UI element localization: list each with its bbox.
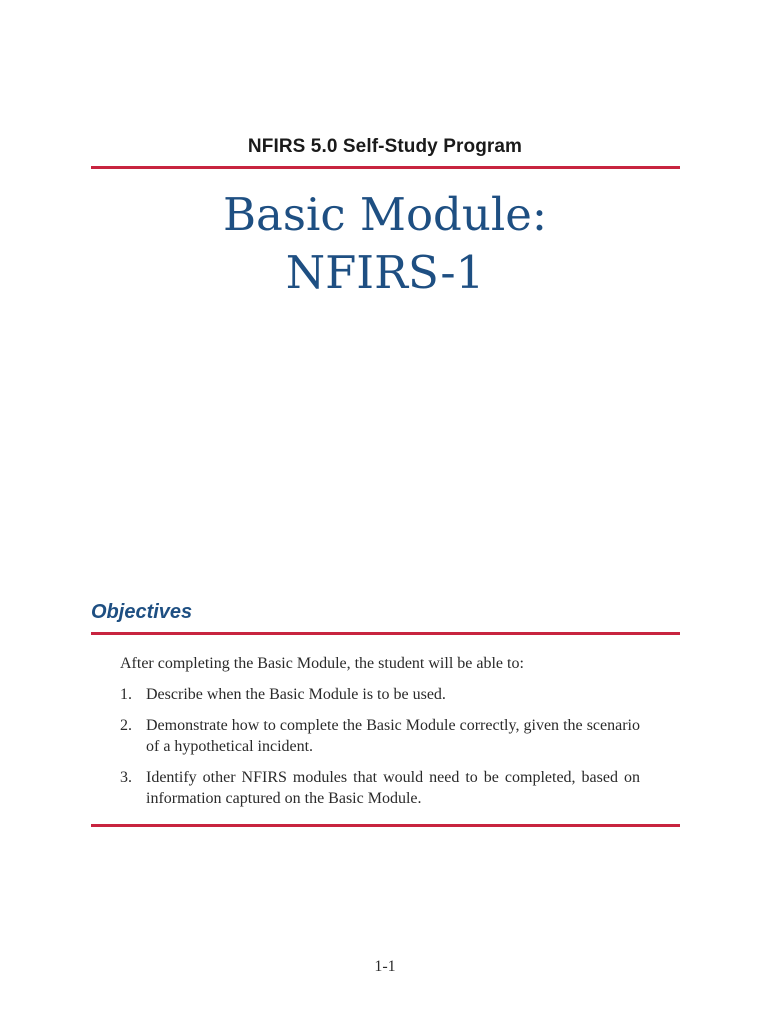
objective-item-3 [120,767,640,809]
objective-text: Demonstrate how to complete the Basic Module correctly, given the scenario of a hypothetical incident. [146,717,640,755]
header-divider [91,166,680,169]
module-title [0,186,770,302]
program-title: NFIRS 5.0 Self-Study Program [247,136,523,157]
module-title-line-1: Basic Module: [222,188,548,241]
objective-number: 3. [120,769,132,786]
objectives-list [120,684,640,819]
objective-item-1 [120,684,640,705]
objective-number: 1. [120,686,132,703]
module-title-line-2: NFIRS-1 [285,246,485,299]
objectives-heading: Objectives [91,601,193,623]
objective-number: 2. [120,717,132,734]
footer-divider [91,824,680,827]
objective-text: Describe when the Basic Module is to be used. [146,686,446,703]
objectives-intro: After completing the Basic Module, the student will be able to: [120,655,524,672]
objective-item-2 [120,715,640,757]
page-number: 1-1 [374,958,396,975]
objectives-divider [91,632,680,635]
objective-text: Identify other NFIRS modules that would need to be completed, based on information captured on the Basic Module. [146,769,640,807]
